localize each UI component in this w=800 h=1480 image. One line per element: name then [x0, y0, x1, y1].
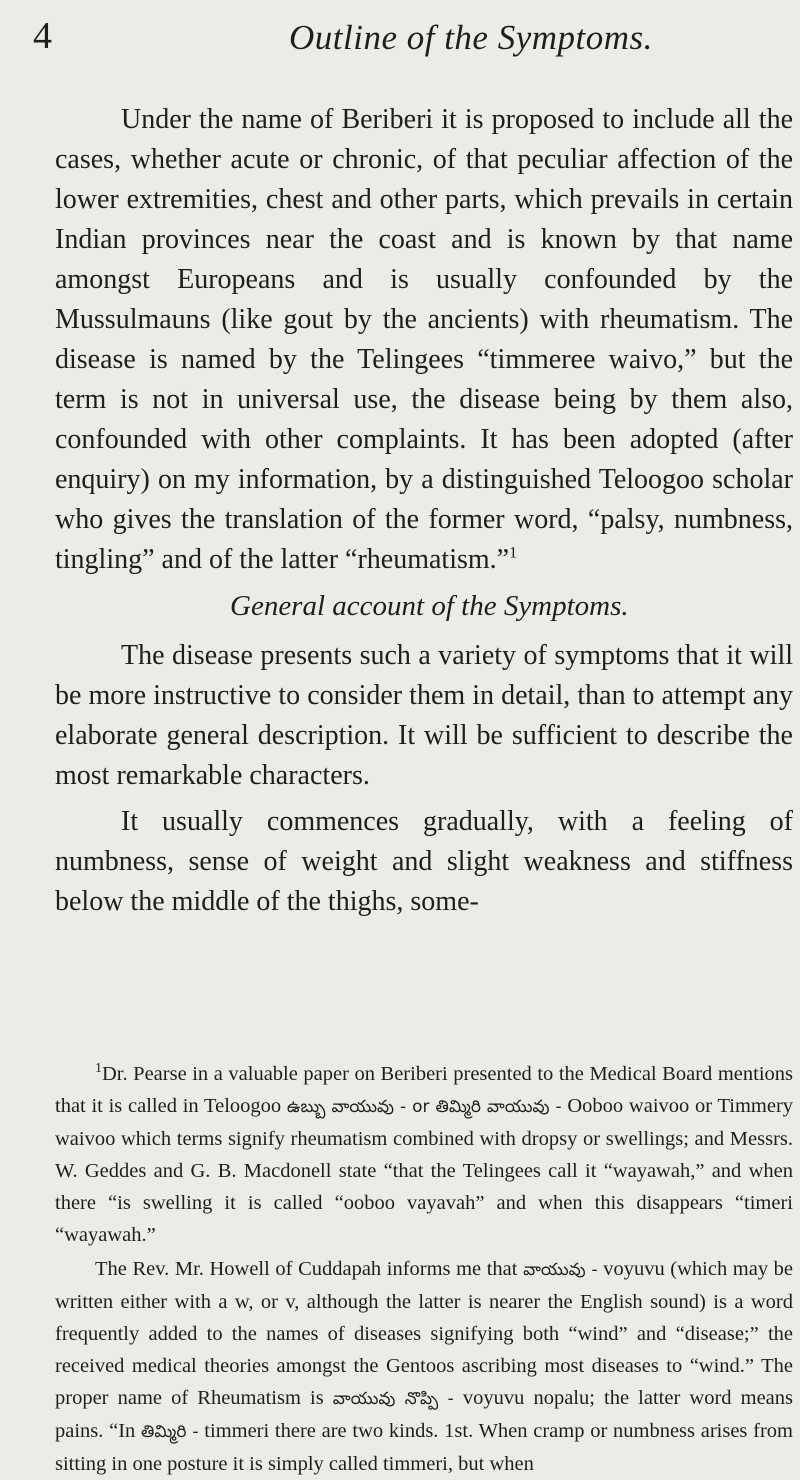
commences-paragraph: It usually commences gradually, with a feeling of numbness, sense of weight and slight weakness and stiffness below the middle of the thighs, some-: [55, 806, 793, 917]
page-header: [33, 10, 760, 66]
main-text: [55, 100, 793, 922]
footnote-pearse-text: Dr. Pearse in a valuable paper on Beriberi presented to the Medical Board mentions that it is called in Teloogoo: [55, 1063, 793, 1117]
footnote-howell-text-3: voyuvu nopalu; the latter word means pains. “In: [55, 1387, 794, 1442]
footnote-block: [55, 1058, 793, 1480]
footnote-pearse: [55, 1058, 793, 1251]
footnote-howell-text: The Rev. Mr. Howell of Cuddapah informs me that: [95, 1258, 518, 1280]
footnote-howell-text-4: timmeri there are two kinds. 1st. When cramp or numbness arises from sitting in one posture it is simply called timmeri, but when: [55, 1420, 793, 1475]
intro-text: Under the name of Beriberi it is proposed to include all the cases, whether acute or chronic, of that peculiar affection of the lower extremities, chest and other parts, which prevails in certain Indian provinces near the coast and is known by that name amongst Europeans and is usually confounded by the Mussulmauns (like gout by the ancients) with rheumatism. The disease is named by the Telingees “timmeree waivo,” but the term is not in universal use, the disease being by them also, confounded with other complaints. It has been adopted (after enquiry) on my information, by a distinguished Teloogoo scholar who gives the translation of the former word, “palsy, numbness, tingling” and of the latter “rheumatism.”: [55, 104, 793, 575]
page-number: 4: [33, 15, 52, 57]
footnote-howell: [55, 1253, 793, 1480]
footnote-mark: 1: [95, 1061, 102, 1077]
telugu-term: ఉబ్బు వాయువు - or తిమ్మిరి వాయువు -: [286, 1097, 562, 1117]
footnote-howell-text-2: voyuvu (which may be written either with a w, or v, although the latter is nearer the English sound) is a word frequently added to the names of diseases signifying both “wind” and “disease;” the received medical theories amongst the Gentoos ascribing most diseases to “wind.” The proper name of Rheumatism is: [55, 1258, 794, 1409]
section-heading: General account of the Symptoms.: [230, 590, 629, 622]
intro-paragraph: [55, 100, 793, 580]
telugu-term: వాయువు -: [523, 1260, 598, 1280]
general-paragraph: The disease presents such a variety of symptoms that it will be more instructive to consider them in detail, than to attempt any elaborate general description. It will be sufficient to describe the most remarkable characters.: [55, 640, 793, 791]
running-title: Outline of the Symptoms.: [289, 18, 653, 57]
telugu-term: తిమ్మిరి -: [141, 1422, 199, 1442]
footnote-reference: 1: [509, 544, 518, 562]
footnote-pearse-text-2: Ooboo waivoo or Timmery waivoo which terms signify rheumatism combined with dropsy or swellings; and Messrs. W. Geddes and G. B. Macdonell state “that the Telingees call it “wayawah,” and when there “is swelling it is called “ooboo vayavah” and when this disappears “timeri “wayawah.”: [55, 1095, 794, 1246]
telugu-term: వాయువు నొప్పి -: [332, 1389, 454, 1409]
